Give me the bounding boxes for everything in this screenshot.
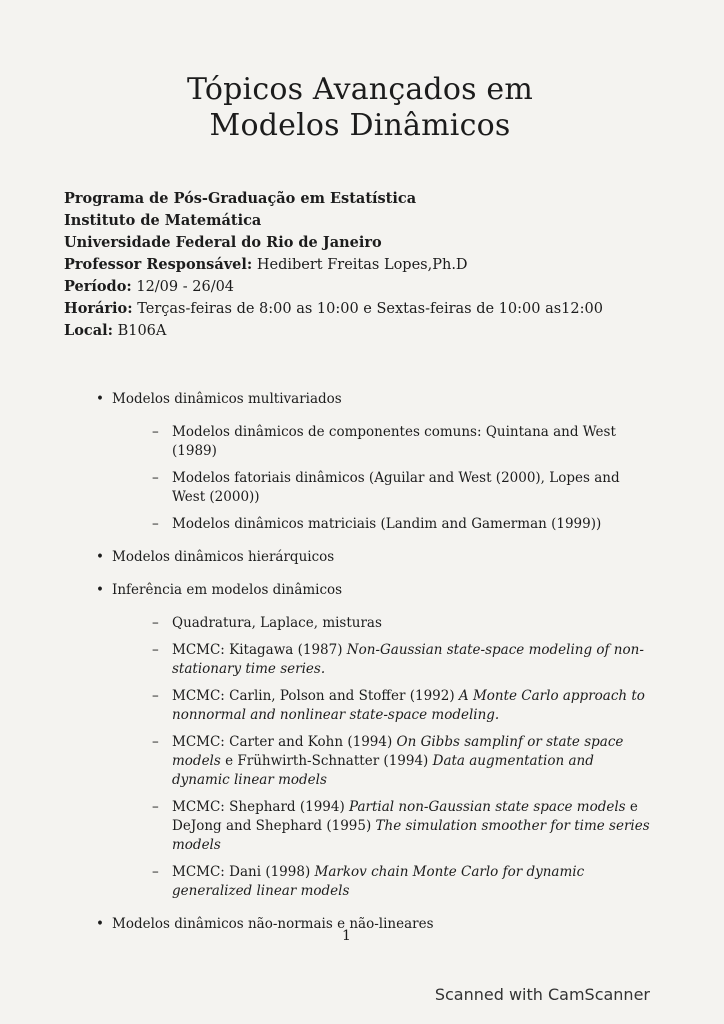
bullet-icon: • xyxy=(96,916,104,932)
sublist-item: – Modelos fatoriais dinâmicos (Aguilar and West (2000), Lopes and West (2000)) xyxy=(152,470,620,505)
sublist-item: – MCMC: Dani (1998) Markov chain Monte Carlo for dynamic generalized linear models xyxy=(152,864,585,899)
dash-icon: – xyxy=(152,470,159,486)
title-line-1: Tópicos Avançados em xyxy=(186,72,534,107)
professor-row xyxy=(64,254,664,276)
institute-name: Instituto de Matemática xyxy=(64,212,262,229)
sublist-item: – MCMC: Shephard (1994) Partial non-Gaussian state space models e DeJong and Shephard (1995) The simulation smoother for time series models xyxy=(152,799,650,853)
list-item: • Modelos dinâmicos hierárquicos xyxy=(96,549,335,565)
sublist-item: – Modelos dinâmicos matriciais (Landim and Gamerman (1999)) xyxy=(152,516,602,532)
bullet-icon: • xyxy=(96,391,104,407)
title-line-2: Modelos Dinâmicos xyxy=(209,108,511,143)
document-title xyxy=(100,72,620,144)
dash-icon: – xyxy=(152,864,159,880)
course-info xyxy=(64,188,664,342)
dash-icon: – xyxy=(152,615,159,631)
bullet-icon: • xyxy=(96,549,104,565)
sublist-item: – MCMC: Carlin, Polson and Stoffer (1992) A Monte Carlo approach to nonnormal and nonlinear state-space modeling. xyxy=(152,688,645,723)
location-row xyxy=(64,320,664,342)
course-outline xyxy=(92,390,652,948)
period-label: Período: xyxy=(64,278,132,295)
sublist xyxy=(112,423,652,534)
dash-icon: – xyxy=(152,799,159,815)
scanner-watermark: Scanned with CamScanner xyxy=(434,985,650,1004)
university-name: Universidade Federal do Rio de Janeiro xyxy=(64,234,382,251)
sublist-item: – Modelos dinâmicos de componentes comuns: Quintana and West (1989) xyxy=(152,424,616,459)
list-item: • Modelos dinâmicos multivariados – Modelos dinâmicos de componentes comuns: Quintana and West (1989) – Modelos fatoriais dinâmicos (Aguilar and West (2000), Lopes and West (2000)) – Modelos dinâmicos matriciais (Landim and Gamerman (1999)) xyxy=(92,390,652,534)
period-row xyxy=(64,276,664,298)
bullet-icon: • xyxy=(96,582,104,598)
location-value: B106A xyxy=(117,323,167,339)
program-name: Programa de Pós-Graduação em Estatística xyxy=(64,190,417,207)
professor-value: Hedibert Freitas Lopes,Ph.D xyxy=(256,257,468,273)
dash-icon: – xyxy=(152,424,159,440)
dash-icon: – xyxy=(152,516,159,532)
dash-icon: – xyxy=(152,734,159,750)
period-value: 12/09 - 26/04 xyxy=(136,279,235,295)
sublist-item: – Quadratura, Laplace, misturas xyxy=(152,615,382,631)
location-label: Local: xyxy=(64,322,113,339)
dash-icon: – xyxy=(152,688,159,704)
sublist xyxy=(112,614,652,901)
list-item: • Inferência em modelos dinâmicos – Quadratura, Laplace, misturas – MCMC: Kitagawa (1987) Non-Gaussian state-space modeling of non-stationary time series. – MCMC: Carlin, Polson and Stoffer (1992) A Monte Carlo approach to nonnormal and nonlinear state-space modeling. – MCMC: Carter and Kohn (1994) On Gibbs samplinf or state space models e Frühwirth-Schnatter (1994) Data augmentation and dynamic linear models – MCMC: Shephard (1994) Partial non-Gaussian state space models e DeJong and Shephard (1995) The simulation smoother for time series models – MCMC: Dani (1998) Markov chain Monte Carlo for dynamic generalized linear models xyxy=(92,581,652,901)
sublist-item: – MCMC: Carter and Kohn (1994) On Gibbs samplinf or state space models e Frühwirth-Schnatter (1994) Data augmentation and dynamic linear models xyxy=(152,734,624,788)
schedule-value: Terças-feiras de 8:00 as 10:00 e Sextas-feiras de 10:00 as12:00 xyxy=(137,301,603,317)
list-item: • Modelos dinâmicos não-normais e não-lineares xyxy=(96,916,434,932)
dash-icon: – xyxy=(152,642,159,658)
sublist-item: – MCMC: Kitagawa (1987) Non-Gaussian state-space modeling of non-stationary time series. xyxy=(152,642,644,677)
page-number: 1 xyxy=(342,928,351,944)
schedule-label: Horário: xyxy=(64,300,133,317)
schedule-row xyxy=(64,298,664,320)
professor-label: Professor Responsável: xyxy=(64,256,253,273)
